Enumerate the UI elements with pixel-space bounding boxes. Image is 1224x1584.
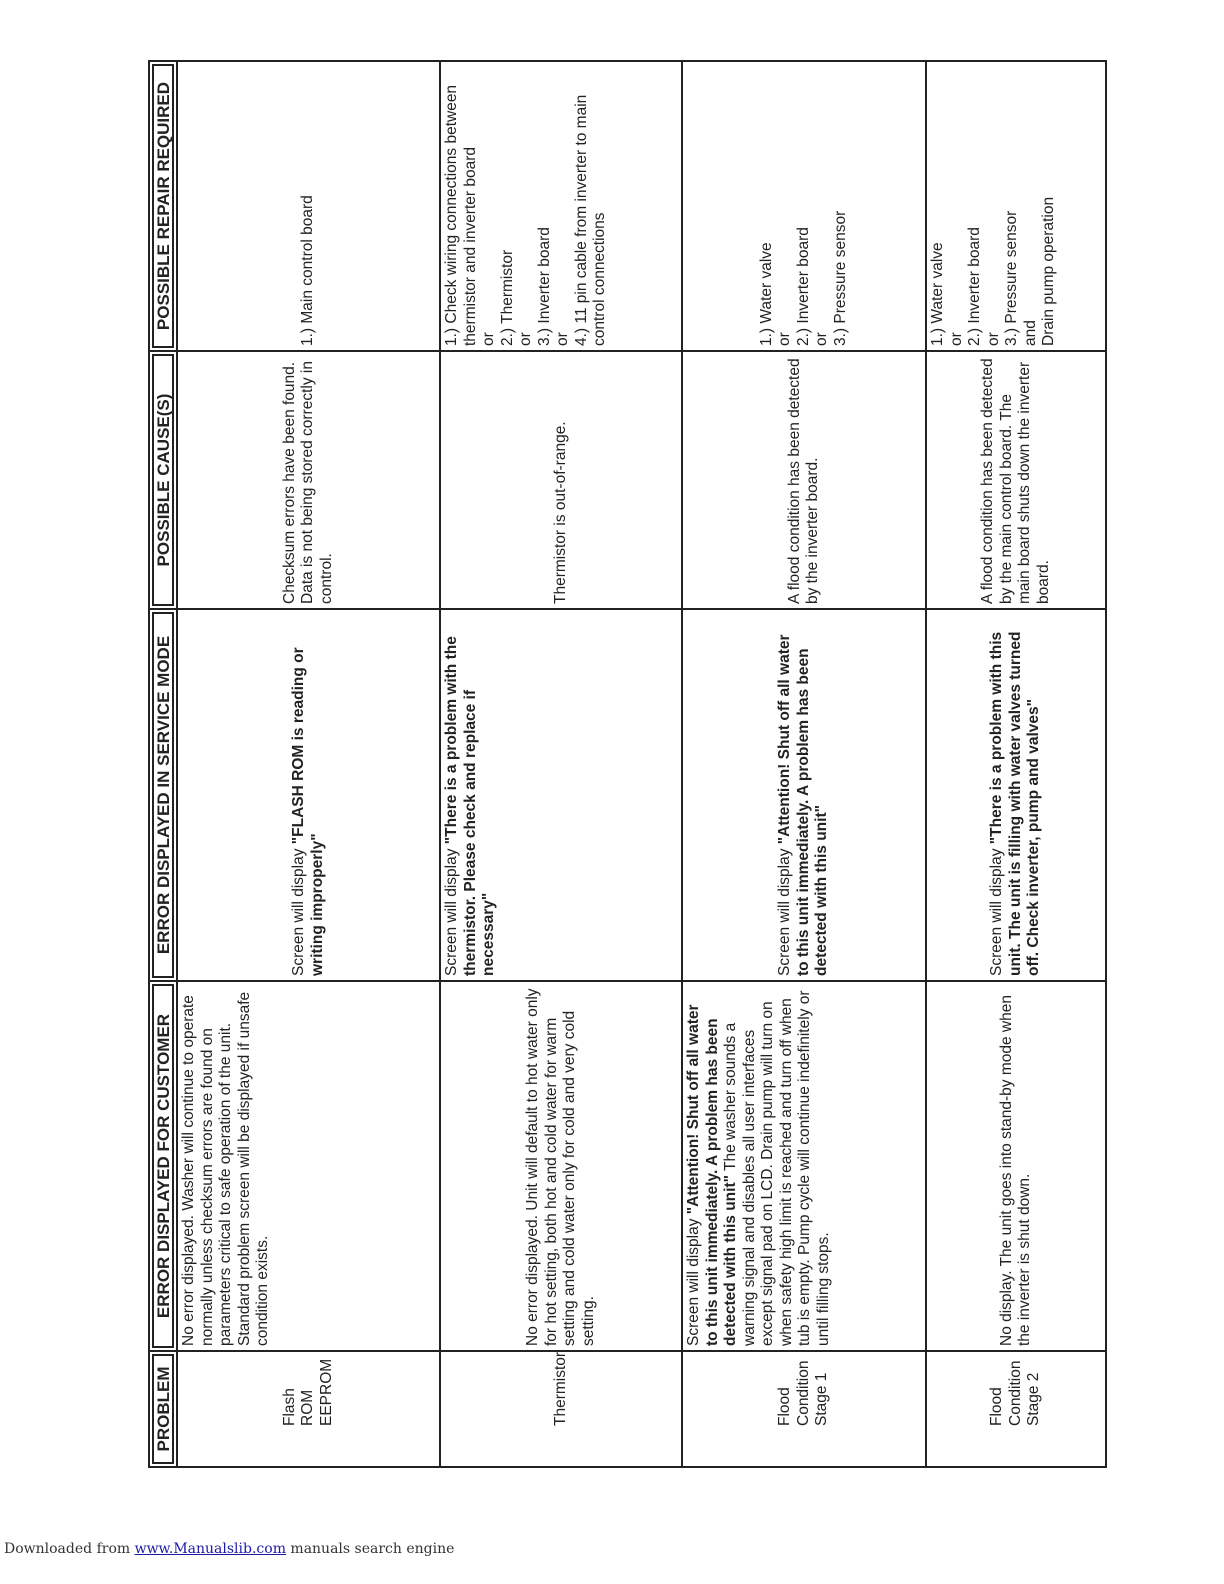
- repair-cell: [440, 61, 682, 351]
- customer-cell: [682, 981, 926, 1351]
- header-customer: ERROR DISPLAYED FOR CUSTOMER: [149, 981, 177, 1351]
- customer-text: No error displayed. Washer will continue to operate normally unless checksum errors are found on parameters critical to safe operation of the unit. Standard problem screen will be displayed if unsafe condition exists.: [180, 991, 271, 1346]
- service-prefix: Screen will display: [988, 844, 1006, 976]
- table-row: [926, 61, 1106, 1467]
- repair-line: 2.) Thermistor: [498, 249, 516, 346]
- header-service: ERROR DISPLAYED IN SERVICE MODE: [149, 609, 177, 981]
- repair-line: or: [984, 332, 1002, 346]
- footer-prefix: Downloaded from: [4, 1541, 135, 1557]
- service-prefix: Screen will display: [776, 844, 794, 976]
- repair-line: 3.) Inverter board: [535, 227, 553, 346]
- causes-cell: [926, 351, 1106, 609]
- customer-cell: [440, 981, 682, 1351]
- repair-line: Drain pump operation: [1040, 196, 1057, 346]
- customer-rest: The washer sounds a warning signal and disables all user interfaces except signal pad on LCD. Drain pump will turn on when safety high limit is reached and turn off when tub is empty. Pump cycle will continue indefinitely or until filling stops.: [722, 990, 832, 1346]
- repair-line: 3.) Pressure sensor: [831, 210, 849, 346]
- problem-line: Flood: [776, 1387, 794, 1426]
- customer-cell: [177, 981, 440, 1351]
- customer-message: "Attention! Shut off all water to this unit immediately. A problem has been detected with this unit": [685, 1004, 739, 1346]
- download-footer: [4, 1541, 454, 1557]
- problem-line: Stage 2: [1025, 1372, 1043, 1426]
- repair-line: 2.) Inverter board: [794, 227, 812, 346]
- customer-text: No error displayed. Unit will default to hot water only for hot setting, both hot and cold water for warm setting and cold water only for cold and very cold setting.: [524, 988, 597, 1346]
- service-cell: [440, 609, 682, 981]
- problem-line: Stage 1: [813, 1372, 831, 1426]
- causes-cell: [440, 351, 682, 609]
- causes-cell: [682, 351, 926, 609]
- repair-line: 1.) Main control board: [299, 195, 317, 346]
- problem-line: Flood: [988, 1387, 1006, 1426]
- service-cell: [177, 609, 440, 981]
- repair-cell: [682, 61, 926, 351]
- header-row: [149, 61, 177, 1467]
- header-causes: POSSIBLE CAUSE(S): [149, 351, 177, 609]
- repair-line: 1.) Check wiring connections between thermistor and inverter board: [443, 84, 479, 346]
- footer-suffix: manuals search engine: [285, 1541, 455, 1557]
- repair-line: or: [776, 332, 794, 346]
- service-cell: [682, 609, 926, 981]
- problem-cell: [926, 1351, 1106, 1467]
- header-repair: POSSIBLE REPAIR REQUIRED: [149, 61, 177, 351]
- service-message: "FLASH ROM is reading or writing improperly": [290, 647, 326, 976]
- repair-line: or: [480, 332, 497, 346]
- repair-line: 3.) Pressure sensor: [1003, 210, 1020, 346]
- repair-line: and: [1021, 320, 1039, 346]
- repair-line: 2.) Inverter board: [966, 227, 983, 346]
- header-problem: PROBLEM: [149, 1351, 177, 1467]
- troubleshooting-table: [148, 60, 1107, 1468]
- table-row: [177, 61, 440, 1467]
- repair-cell: [926, 61, 1106, 351]
- problem-line: Thermistor: [551, 1351, 569, 1426]
- problem-cell: [682, 1351, 926, 1467]
- repair-line: or: [947, 332, 965, 346]
- rotated-table-wrapper: [148, 62, 1057, 1468]
- manualslib-link[interactable]: www.Manualslib.com: [134, 1541, 286, 1557]
- service-prefix: Screen will display: [290, 844, 307, 976]
- repair-line: or: [517, 332, 534, 346]
- problem-line: EEPROM: [317, 1358, 335, 1426]
- repair-line: or: [813, 332, 831, 346]
- causes-cell: [177, 351, 440, 609]
- table-row: [440, 61, 682, 1467]
- causes-text: A flood condition has been detected by the inverter board.: [785, 358, 821, 604]
- table-row: [682, 61, 926, 1467]
- problem-line: Condition: [1006, 1360, 1024, 1426]
- causes-text: Checksum errors have been found. Data is not being stored correctly in control.: [280, 361, 335, 604]
- service-cell: [926, 609, 1106, 981]
- repair-line: 4.) 11 pin cable from inverter to main control connections: [572, 94, 608, 346]
- causes-text: Thermistor is out-of-range.: [551, 421, 569, 604]
- repair-line: 1.) Water valve: [757, 242, 775, 346]
- service-message: "There is a problem with the thermistor. Please check and replace if necessary": [443, 636, 497, 976]
- problem-line: Condition: [794, 1360, 812, 1426]
- customer-text: No display. The unit goes into stand-by mode when the inverter is shut down.: [997, 995, 1033, 1346]
- service-message: "There is a problem with this unit. The unit is filling with water valves turned off. Check inverter, pump and valves": [988, 631, 1043, 976]
- repair-line: 1.) Water valve: [929, 242, 946, 346]
- customer-cell: [926, 981, 1106, 1351]
- repair-cell: [177, 61, 440, 351]
- service-prefix: Screen will display: [443, 844, 460, 976]
- repair-line: or: [554, 332, 571, 346]
- problem-cell: [440, 1351, 682, 1467]
- service-message: "Attention! Shut off all water to this unit immediately. A problem has been detected with this unit": [776, 634, 831, 976]
- causes-text: A flood condition has been detected by the main control board. The main board shuts down the inverter board.: [979, 358, 1052, 604]
- problem-cell: [177, 1351, 440, 1467]
- problem-line: Flash ROM: [280, 1388, 317, 1426]
- customer-prefix: Screen will display: [685, 1214, 702, 1346]
